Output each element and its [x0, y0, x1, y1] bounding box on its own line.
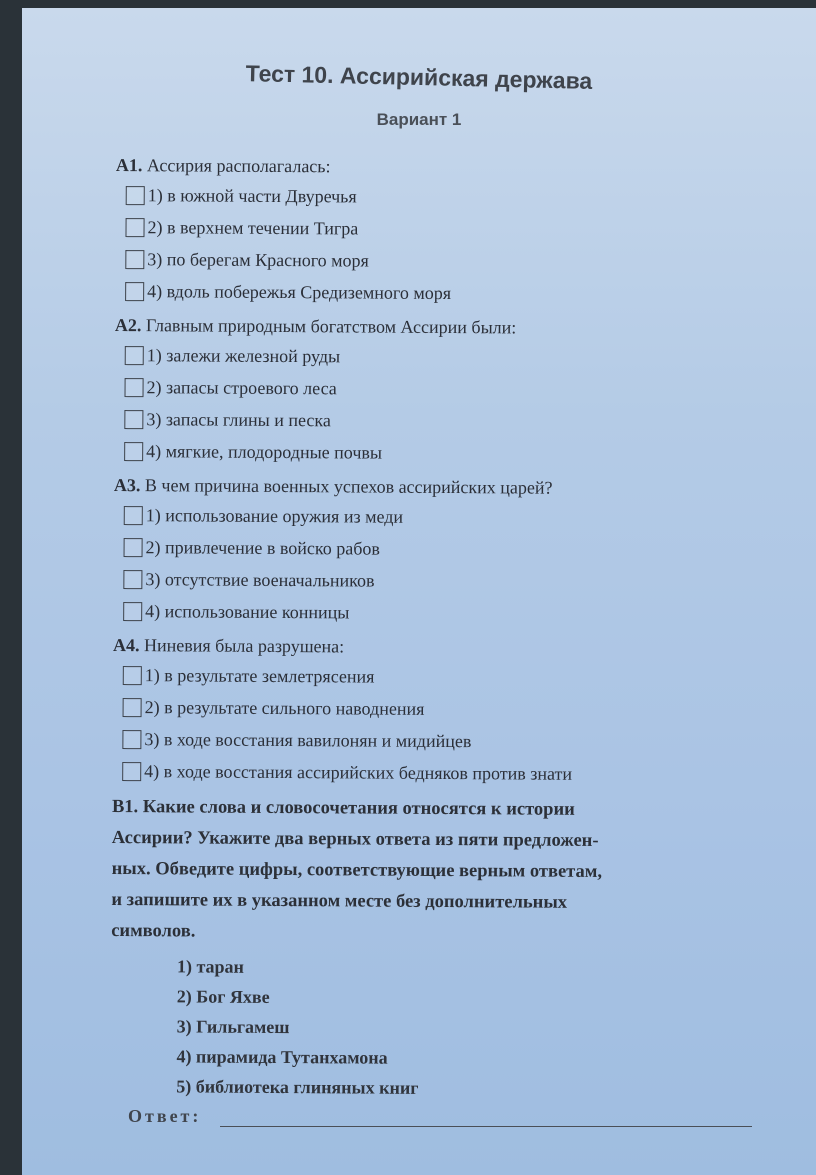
answer-option: [113, 659, 763, 695]
b1-option[interactable]: 1) таран: [176, 956, 245, 977]
option-checkbox[interactable]: [122, 762, 141, 781]
b1-option[interactable]: 4) пирамида Тутанхамона: [176, 1046, 388, 1068]
answer-option: [113, 691, 763, 727]
question-header: [114, 472, 764, 503]
answer-field[interactable]: [220, 1126, 752, 1127]
option-checkbox[interactable]: [123, 666, 142, 685]
answer-option: [114, 371, 764, 407]
option-checkbox[interactable]: [124, 538, 143, 557]
answer-option: [114, 435, 764, 471]
question-header: [115, 312, 765, 343]
question-text: Ассирия располагалась:: [146, 155, 331, 177]
option-checkbox[interactable]: [126, 186, 145, 205]
question-number: А2.: [114, 314, 142, 336]
answer-option: [115, 243, 765, 279]
answer-option: [112, 755, 762, 791]
question-a2: [114, 312, 765, 471]
answer-option: [114, 499, 764, 535]
b1-text-line: Ассирии? Укажите два верных ответа из пяти предложен-: [111, 827, 599, 851]
option-label: 4) в ходе восстания ассирийских бедняков против знати: [144, 760, 573, 784]
question-a1: [115, 152, 766, 311]
option-label: 3) в ходе восстания вавилонян и мидийцев: [144, 728, 472, 751]
question-number: А3.: [113, 474, 141, 496]
question-text: В чем причина военных успехов ассирийских царей?: [144, 475, 553, 498]
b1-text-line: ных. Обведите цифры, соответствующие верным ответам,: [111, 858, 603, 882]
option-label: 1) использование оружия из меди: [145, 504, 404, 527]
test-content: [110, 152, 766, 1105]
option-label: 4) использование конницы: [145, 600, 350, 622]
option-label: 1) залежи железной руды: [146, 344, 341, 366]
option-label: 1) в результате землетрясения: [144, 664, 375, 687]
option-label: 2) привлечение в войско рабов: [145, 536, 380, 559]
b1-option[interactable]: 3) Гильгамеш: [176, 1016, 290, 1038]
option-checkbox[interactable]: [124, 410, 143, 429]
b1-options: [176, 951, 761, 1105]
option-label: 3) запасы глины и песка: [146, 408, 331, 430]
option-label: 1) в южной части Двуречья: [147, 184, 357, 206]
answer-option: [115, 275, 765, 311]
option-label: 2) в верхнем течении Тигра: [147, 216, 359, 238]
b1-option[interactable]: 5) библиотека глиняных книг: [176, 1076, 419, 1098]
b1-text-line: [112, 792, 762, 827]
variant-label: Вариант 1: [376, 110, 462, 129]
option-checkbox[interactable]: [123, 570, 142, 589]
question-a3: [113, 472, 764, 631]
option-checkbox[interactable]: [125, 378, 144, 397]
b1-option[interactable]: 2) Бог Яхве: [176, 986, 270, 1007]
option-label: 2) в результате сильного наводнения: [144, 696, 425, 719]
option-checkbox[interactable]: [123, 698, 142, 717]
option-checkbox[interactable]: [122, 730, 141, 749]
question-text: Главным природным богатством Ассирии были:: [145, 315, 517, 338]
answer-option: [113, 595, 763, 631]
answer-option: [116, 179, 766, 215]
b1-text-line: символов.: [111, 920, 196, 942]
question-a4: [112, 632, 763, 791]
question-b1: [111, 792, 762, 951]
option-label: 2) запасы строевого леса: [146, 376, 337, 398]
option-checkbox[interactable]: [123, 602, 142, 621]
b1-text-line: и запишите их в указанном месте без дополнительных: [111, 889, 568, 913]
option-label: 3) отсутствие военачальников: [145, 568, 375, 591]
question-number: А1.: [115, 154, 143, 176]
option-checkbox[interactable]: [125, 250, 144, 269]
option-label: 4) вдоль побережья Средиземного моря: [147, 280, 452, 303]
option-checkbox[interactable]: [124, 506, 143, 525]
answer-option: [113, 563, 763, 599]
option-checkbox[interactable]: [125, 282, 144, 301]
question-header: [113, 632, 763, 663]
answer-option: [114, 403, 764, 439]
question-text: Ниневия была разрушена:: [143, 635, 345, 657]
option-label: 3) по берегам Красного моря: [147, 248, 369, 271]
option-checkbox[interactable]: [125, 346, 144, 365]
option-label: 4) мягкие, плодородные почвы: [146, 440, 383, 463]
page-title: Тест 10. Ассирийская держава: [245, 60, 593, 94]
answer-option: [113, 531, 763, 567]
answer-option: [115, 339, 765, 375]
answer-option: [112, 723, 762, 759]
option-checkbox[interactable]: [124, 442, 143, 461]
answer-label: Ответ:: [128, 1106, 202, 1126]
b1-text: Какие слова и словосочетания относятся к истории: [142, 797, 575, 820]
question-number: В1.: [111, 796, 139, 818]
worksheet-page: [22, 8, 816, 1175]
answer-option: [115, 211, 765, 247]
question-number: А4.: [112, 634, 140, 656]
question-header: [116, 152, 766, 183]
option-checkbox[interactable]: [125, 218, 144, 237]
